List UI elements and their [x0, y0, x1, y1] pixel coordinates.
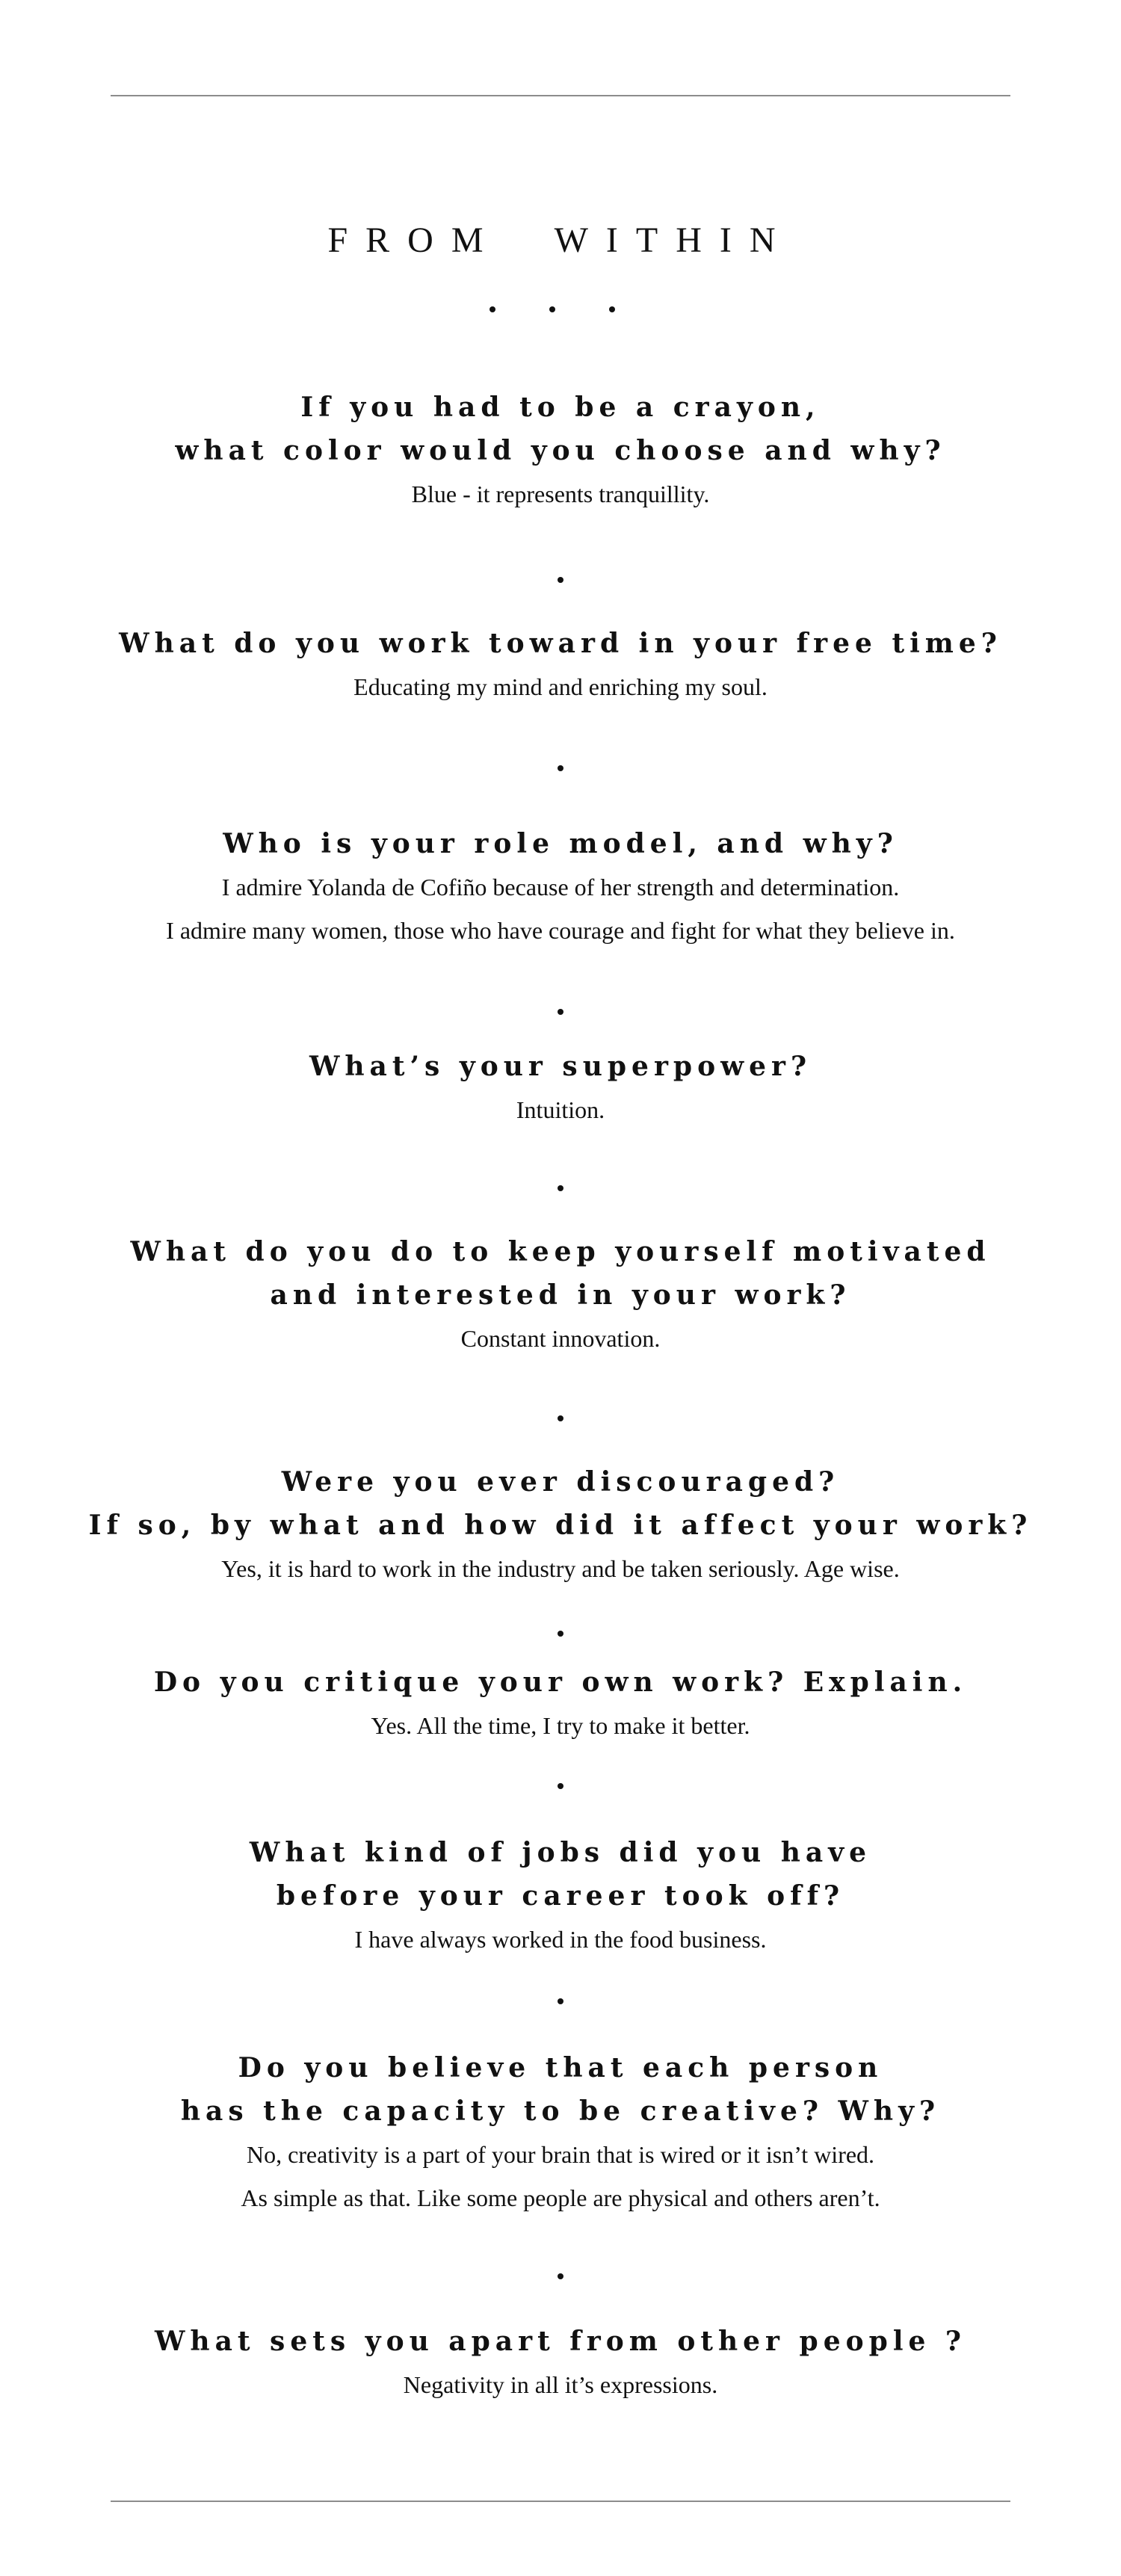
page-title: FROM WITHIN	[327, 220, 794, 261]
qa-item	[0, 2046, 1121, 2220]
bottom-divider	[111, 2501, 1010, 2502]
separator-dot	[558, 1415, 563, 1421]
answer-line: I admire many women, those who have courage and fight for what they believe in.	[166, 917, 955, 944]
qa-item	[0, 1831, 1121, 1961]
question-line: What’s your superpower?	[309, 1051, 812, 1082]
ornament-dot	[549, 306, 555, 312]
answer-line: Blue - it represents tranquillity.	[411, 481, 710, 507]
question-line: what color would you choose and why?	[175, 435, 946, 466]
separator-dot	[558, 1783, 563, 1789]
top-divider	[111, 95, 1010, 96]
answer-line: Constant innovation.	[460, 1325, 661, 1352]
answer-line: Educating my mind and enriching my soul.	[353, 673, 768, 700]
qa-item	[0, 822, 1121, 952]
separator-dot	[558, 577, 563, 583]
answer-line: Yes, it is hard to work in the industry and be taken seriously. Age wise.	[221, 1555, 900, 1582]
answer-line: I admire Yolanda de Cofiño because of her strength and determination.	[221, 874, 900, 901]
ornament-dot	[490, 306, 495, 312]
qa-item	[0, 622, 1121, 708]
qa-item	[0, 1230, 1121, 1360]
answer-line: Negativity in all it’s expressions.	[403, 2371, 718, 2398]
question-line: has the capacity to be creative? Why?	[180, 2095, 941, 2127]
ornament-dot	[609, 306, 615, 312]
answer-line: No, creativity is a part of your brain that is wired or it isn’t wired.	[246, 2141, 875, 2168]
separator-dot	[558, 1631, 563, 1637]
question-line: Who is your role model, and why?	[223, 828, 898, 859]
question-line: If you had to be a crayon,	[300, 392, 821, 423]
question-line: What do you work toward in your free time?	[119, 628, 1002, 659]
answer-line: As simple as that. Like some people are physical and others aren’t.	[241, 2184, 880, 2211]
answer-line: I have always worked in the food business.	[354, 1926, 767, 1953]
separator-dot	[558, 765, 563, 771]
question-line: before your career took off?	[276, 1880, 845, 1912]
separator-dot	[558, 1185, 563, 1191]
question-line: What kind of jobs did you have	[249, 1837, 872, 1868]
separator-dot	[558, 1998, 563, 2004]
qa-item	[0, 2320, 1121, 2406]
question-line: If so, by what and how did it affect your work?	[88, 1510, 1033, 1541]
qa-item	[0, 1661, 1121, 1747]
qa-item	[0, 386, 1121, 516]
qa-item	[0, 1460, 1121, 1590]
question-line: Do you believe that each person	[238, 2052, 883, 2084]
separator-dot	[558, 1009, 563, 1015]
answer-line: Yes. All the time, I try to make it better.	[371, 1712, 750, 1739]
question-line: What do you do to keep yourself motivated	[130, 1236, 991, 1267]
question-line: Were you ever discouraged?	[281, 1466, 840, 1498]
title-ornament	[0, 306, 1121, 321]
separator-dot	[558, 2273, 563, 2279]
question-line: and interested in your work?	[270, 1279, 851, 1311]
answer-line: Intuition.	[516, 1096, 605, 1123]
question-line: Do you critique your own work? Explain.	[153, 1667, 968, 1698]
qa-item	[0, 1045, 1121, 1131]
question-line: What sets you apart from other people ?	[154, 2326, 967, 2357]
